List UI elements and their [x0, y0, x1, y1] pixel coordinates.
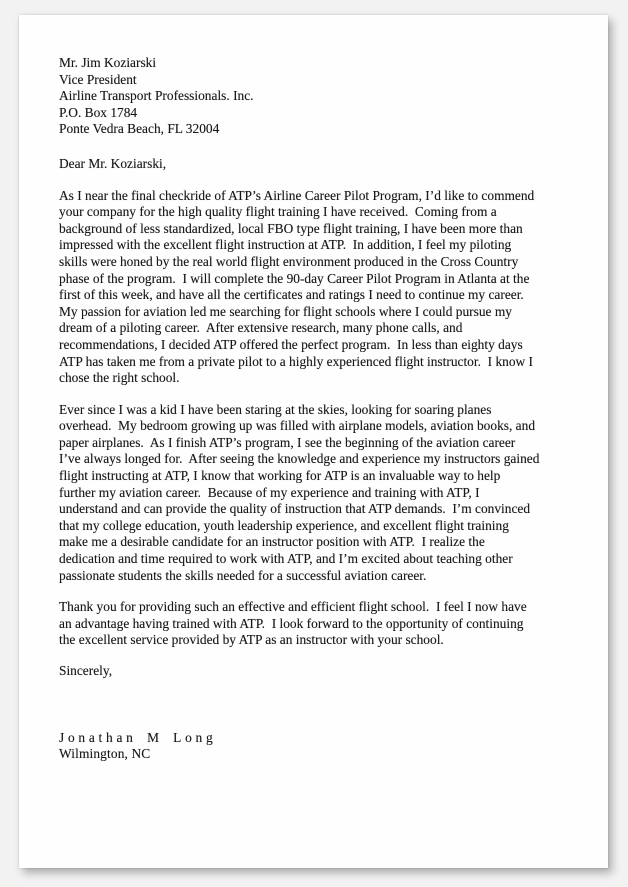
text-line: chose the right school.: [59, 370, 180, 386]
text-line: overhead. My bedroom growing up was filled with airplane models, aviation books, and: [59, 418, 536, 434]
text-line: dedication and time required to work with ATP, and I’m excited about teaching other: [59, 551, 513, 567]
text-line: recommendations, I decided ATP offered the perfect program. In less than eighty days: [59, 336, 523, 352]
signature-location: Wilmington, NC: [59, 746, 151, 762]
letter-page: [19, 15, 608, 868]
text-line: your company for the high quality flight training I have received. Coming from a: [59, 204, 497, 220]
text-line: As I near the final checkride of ATP’s Airline Career Pilot Program, I’d like to commend: [59, 187, 535, 203]
text-line: that my college education, youth leadership experience, and excellent flight training: [59, 517, 509, 533]
text-line: an advantage having trained with ATP. I look forward to the opportunity of continuing: [59, 615, 524, 631]
text-line: flight instructing at ATP, I know that working for ATP is an invaluable way to help: [59, 468, 501, 484]
text-line: Airline Transport Professionals. Inc.: [59, 88, 254, 104]
text-line: passionate students the skills needed for a successful aviation career.: [59, 567, 427, 583]
text-line: Thank you for providing such an effective and efficient flight school. I feel I now have: [59, 599, 527, 615]
text-line: impressed with the excellent flight instruction at ATP. In addition, I feel my piloting: [59, 237, 512, 253]
recipient-address-block: [59, 55, 579, 138]
text-line: understand and can provide the quality of instruction that ATP demands. I’m convinced: [59, 501, 531, 517]
text-line: Ever since I was a kid I have been staring at the skies, looking for soaring planes: [59, 401, 492, 417]
text-line: ATP has taken me from a private pilot to a highly experienced flight instructor. I know I: [59, 353, 534, 369]
text-line: paper airplanes. As I finish ATP’s program, I see the beginning of the aviation career: [59, 434, 516, 450]
text-line: Vice President: [59, 71, 137, 87]
text-line: first of this week, and have all the certificates and ratings I need to continue my career.: [59, 287, 524, 303]
text-line: phase of the program. I will complete the 90-day Career Pilot Program in Atlanta at the: [59, 270, 530, 286]
text-line: Ponte Vedra Beach, FL 32004: [59, 121, 220, 137]
signature-name: Jonathan M Long: [59, 729, 217, 745]
text-line: P.O. Box 1784: [59, 104, 138, 120]
text-line: background of less standardized, local FBO type flight training, I have been more than: [59, 220, 523, 236]
body-paragraph-3: [59, 599, 579, 649]
text-line: make me a desirable candidate for an instructor position with ATP. I realize the: [59, 534, 485, 550]
text-line: Mr. Jim Koziarski: [59, 55, 157, 70]
text-line: further my aviation career. Because of my experience and training with ATP, I: [59, 484, 480, 500]
text-line: the excellent service provided by ATP as an instructor with your school.: [59, 632, 444, 648]
body-paragraph-1: [59, 188, 579, 387]
salutation: Dear Mr. Koziarski,: [59, 155, 167, 171]
text-line: dream of a piloting career. After extensive research, many phone calls, and: [59, 320, 463, 336]
closing-salutation: Sincerely,: [59, 663, 113, 678]
letter-content: [59, 55, 579, 763]
text-line: My passion for aviation led me searching for flight schools where I could pursue my: [59, 303, 512, 319]
body-paragraph-2: [59, 402, 579, 585]
text-line: skills were honed by the real world flight environment produced in the Cross Country: [59, 253, 519, 269]
text-line: I’ve always longed for. After seeing the knowledge and experience my instructors gained: [59, 451, 540, 467]
